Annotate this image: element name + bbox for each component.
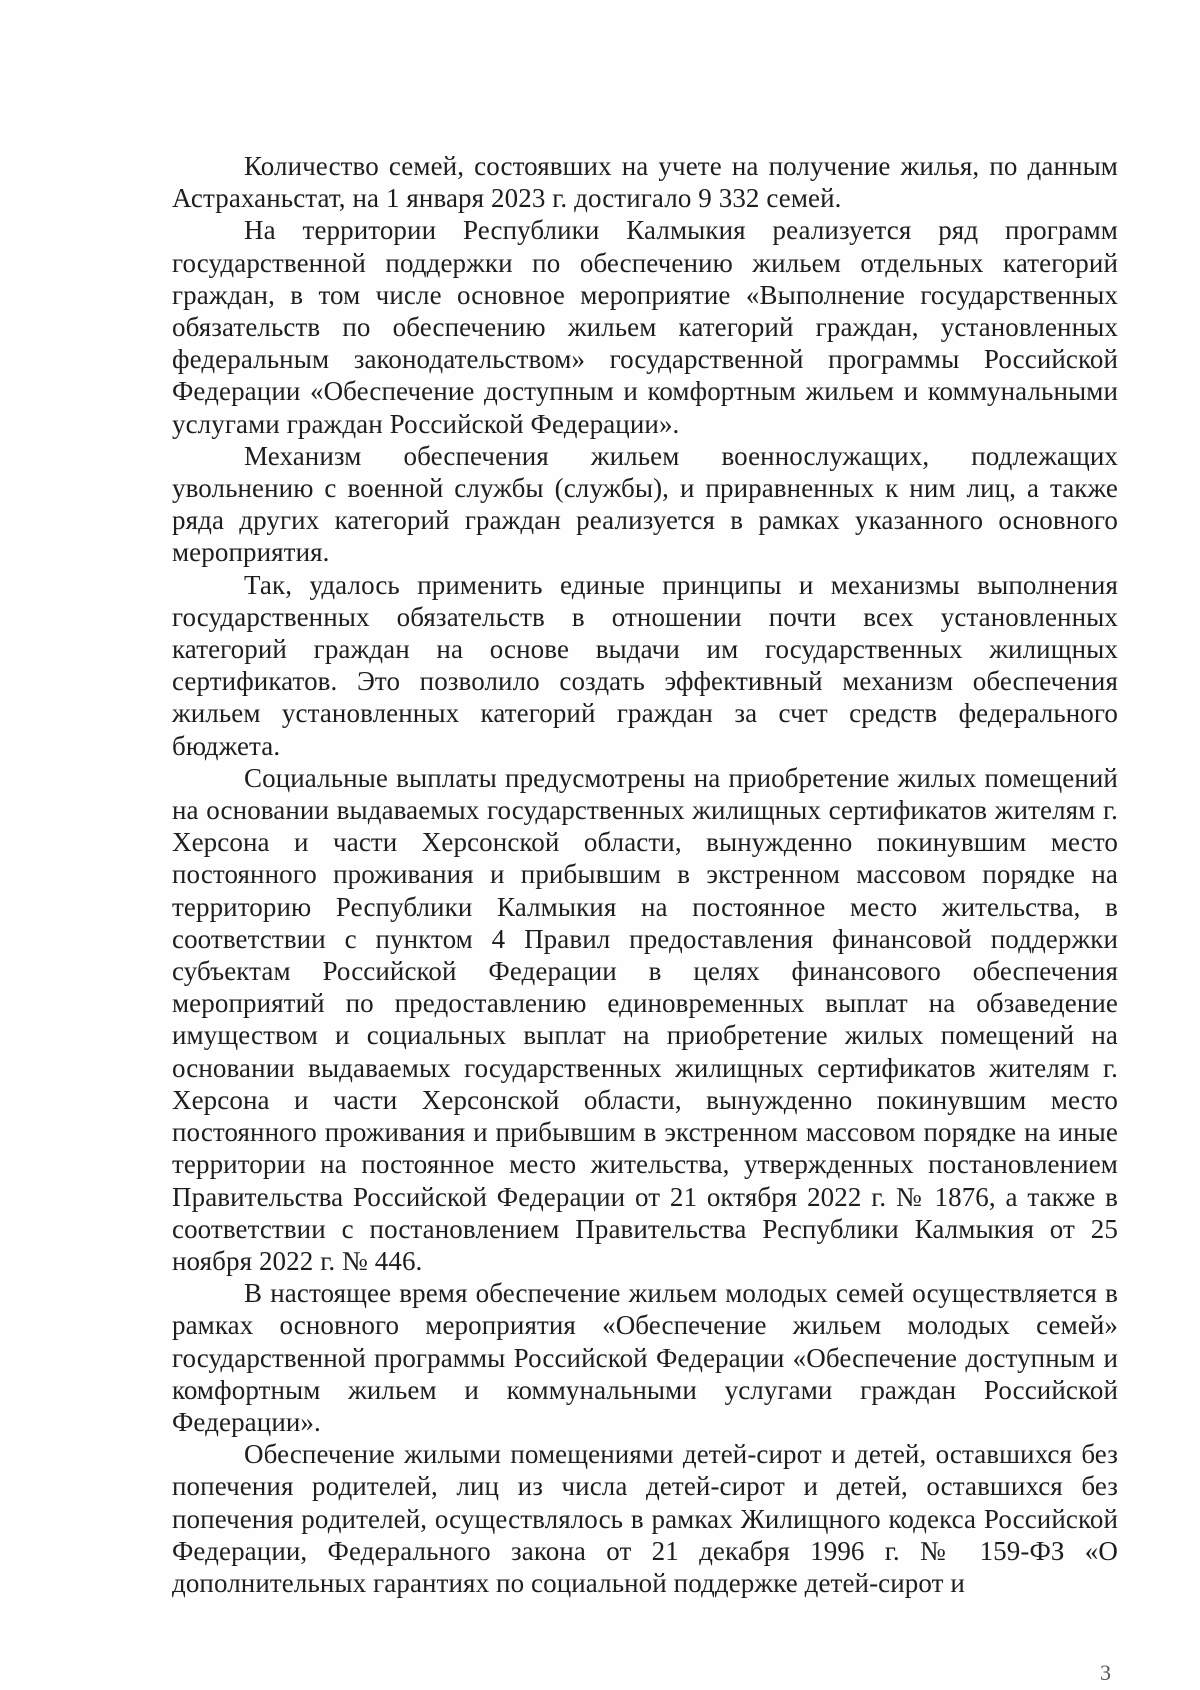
paragraph-2: На территории Республики Калмыкия реализуется ряд программ государственной поддержки по обеспечению жильем отдельных категорий граждан, в том числе основное мероприятие «Выполнение государственных обязательств по обеспечению жильем категорий граждан, установленных федеральным законодательством» государственной программы Российской Федерации «Обеспечение доступным и комфортным жильем и коммунальными услугами граждан Российской Федерации». [172, 215, 1118, 439]
paragraph-3: Механизм обеспечения жильем военнослужащих, подлежащих увольнению с военной службы (службы), и приравненных к ним лиц, а также ряда других категорий граждан реализуется в рамках указанного основного мероприятия. [172, 440, 1118, 568]
page-number: 3 [1100, 1660, 1111, 1685]
paragraph-6: В настоящее время обеспечение жильем молодых семей осуществляется в рамках основного мероприятия «Обеспечение жильем молодых семей» государственной программы Российской Федерации «Обеспечение доступным и комфортным жильем и коммунальными услугами граждан Российской Федерации». [172, 1278, 1118, 1437]
paragraph-5: Социальные выплаты предусмотрены на приобретение жилых помещений на основании выдаваемых государственных жилищных сертификатов жителям г. Херсона и части Херсонской области, вынужденно покинувшим место постоянного проживания и прибывшим в экстренном массовом порядке на территорию Республики Калмыкия на постоянное место жительства, в соответствии с пунктом 4 Правил предоставления финансовой поддержки субъектам Российской Федерации в целях финансового обеспечения мероприятий по предоставлению единовременных выплат на обзаведение имуществом и социальных выплат на приобретение жилых помещений на основании выдаваемых государственных жилищных сертификатов жителям г. Херсона и части Херсонской области, вынужденно покинувшим место постоянного проживания и прибывшим в экстренном массовом порядке на иные территории на постоянное место жительства, утвержденных постановлением Правительства Российской Федерации от 21 октября 2022 г. № 1876, а также в соответствии с постановлением Правительства Республики Калмыкия от 25 ноября 2022 г. № 446. [172, 762, 1118, 1276]
document-body [172, 150, 1118, 1599]
paragraph-7: Обеспечение жилыми помещениями детей-сирот и детей, оставшихся без попечения родителей, лиц из числа детей-сирот и детей, оставшихся без попечения родителей, осуществлялось в рамках Жилищного кодекса Российской Федерации, Федерального закона от 21 декабря 1996 г. № 159-ФЗ «О дополнительных гарантиях по социальной поддержке детей-сирот и [172, 1439, 1118, 1598]
paragraph-4: Так, удалось применить единые принципы и механизмы выполнения государственных обязательств в отношении почти всех установленных категорий граждан на основе выдачи им государственных жилищных сертификатов. Это позволило создать эффективный механизм обеспечения жильем установленных категорий граждан за счет средств федерального бюджета. [172, 569, 1118, 761]
paragraph-1: Количество семей, состоявших на учете на получение жилья, по данным Астраханьстат, на 1 января 2023 г. достигало 9 332 семей. [172, 151, 1118, 214]
